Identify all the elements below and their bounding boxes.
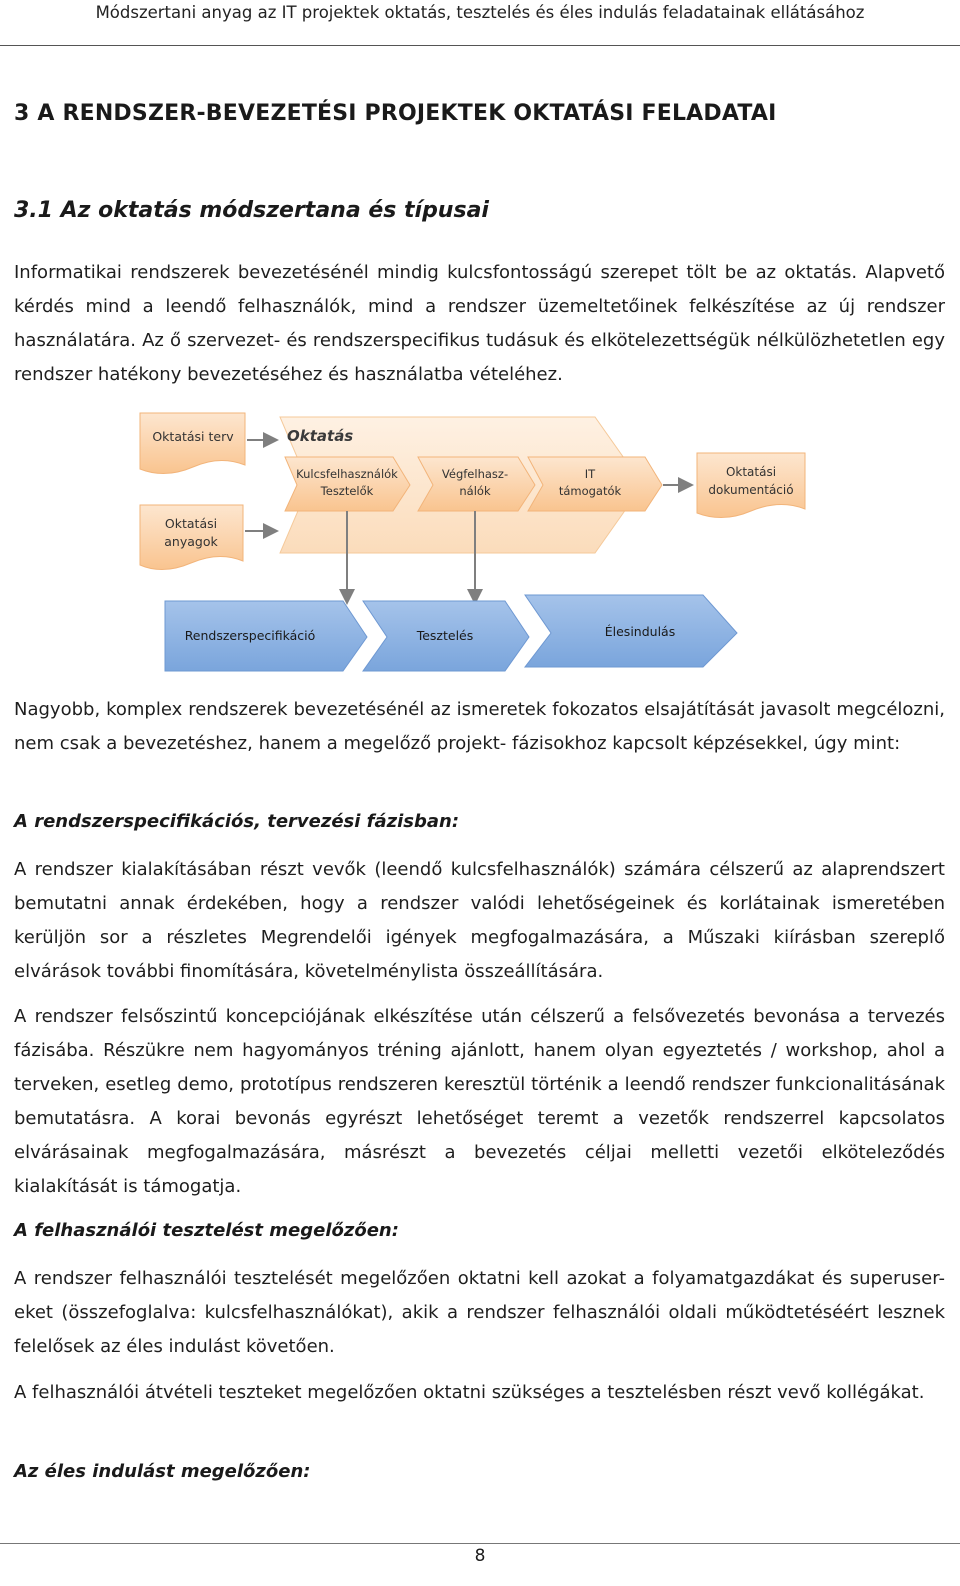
training-process-diagram bbox=[125, 405, 825, 675]
training-plan-label: Oktatási terv bbox=[152, 429, 234, 444]
training-documentation-box bbox=[697, 453, 805, 518]
subheading-specification-phase: A rendszerspecifikációs, tervezési fázisban: bbox=[14, 811, 460, 832]
it-support-step bbox=[528, 457, 662, 511]
system-specification-label: Rendszerspecifikáció bbox=[184, 628, 316, 643]
go-live-phase bbox=[525, 595, 737, 667]
training-materials-box bbox=[140, 505, 243, 570]
paragraph-before-user-testing: A rendszer felhasználói tesztelését megelőzően oktatni kell azokat a folyamatgazdákat és superuser-eket (összefoglalva: kulcsfelhasználókat), akik a rendszer felhasználói oldali működtetéséért lesznek felelősek az éles indulást követően. bbox=[14, 1268, 945, 1357]
header-divider bbox=[0, 45, 960, 46]
end-users-label-line1: Végfelhasz- bbox=[441, 467, 509, 481]
key-users-step bbox=[285, 457, 410, 511]
system-specification-phase bbox=[165, 601, 367, 671]
training-plan-box bbox=[140, 413, 245, 474]
end-users-label-line2: nálók bbox=[459, 484, 491, 498]
paragraph-phased-training: Nagyobb, komplex rendszerek bevezetésénél az ismeretek fokozatos elsajátítását javasolt megcélozni, nem csak a bevezetéshez, hanem a megelőző projekt- fázisokhoz kapcsolt képzésekkel, úgy mint: bbox=[14, 699, 945, 754]
materials-label-line2: anyagok bbox=[164, 534, 218, 549]
documentation-label-line2: dokumentáció bbox=[708, 483, 794, 497]
page-header bbox=[0, 0, 960, 47]
chapter-heading: 3 A RENDSZER-BEVEZETÉSI PROJEKTEK OKTATÁSI FELADATAI bbox=[14, 101, 777, 126]
testing-label: Tesztelés bbox=[416, 628, 474, 643]
go-live-label: Élesindulás bbox=[604, 624, 676, 639]
paragraph-acceptance-tests: A felhasználói átvételi teszteket megelőzően oktatni szükséges a tesztelésben részt vevő kollégákat. bbox=[14, 1382, 925, 1403]
testing-phase bbox=[363, 601, 529, 671]
key-users-label-line2: Tesztelők bbox=[320, 484, 374, 498]
paragraph-management-involvement: A rendszer felsőszintű koncepciójának elkészítése után célszerű a felsővezetés bevonása a tervezés fázisába. Részükre nem hagyományos tréning ajánlott, hanem olyan egyeztetés / workshop, ahol a terveken, esetleg demo, prototípus rendszeren keresztül történik a leendő rendszer funkcionalitásának bemutatásra. A korai bevonás egyrészt lehetőséget teremt a vezetők rendszerrel kapcsolatos elvárásainak megfogalmazására, másrészt a bevezetés céljai melletti vezetői elköteleződés kialakítását is támogatja. bbox=[14, 1006, 945, 1197]
footer-divider bbox=[0, 1543, 960, 1544]
documentation-label-line1: Oktatási bbox=[725, 465, 777, 479]
paragraph-specification-phase: A rendszer kialakításában részt vevők (leendő kulcsfelhasználók) számára célszerű az alaprendszert bemutatni annak érdekében, hogy a rendszer valódi lehetőségeinek és korlátainak ismeretében kerüljön sor a részletes Megrendelői igények megfogalmazására, a Műszaki kiírásban szereplő elvárások további finomítására, követelménylista összeállítására. bbox=[14, 859, 945, 982]
section-heading: 3.1 Az oktatás módszertana és típusai bbox=[14, 198, 489, 223]
materials-label-line1: Oktatási bbox=[164, 516, 218, 531]
it-support-label-line2: támogatók bbox=[558, 484, 622, 498]
key-users-label-line1: Kulcsfelhasználók bbox=[296, 467, 398, 481]
end-users-step bbox=[418, 457, 535, 511]
training-phase-label: Oktatás bbox=[287, 427, 354, 445]
intro-paragraph: Informatikai rendszerek bevezetésénél mindig kulcsfontosságú szerepet tölt be az oktatás. Alapvető kérdés mind a leendő felhasználók, mind a rendszer üzemeltetőinek felkészítése az új rendszer használatára. Az ő szervezet- és rendszerspecifikus tudásuk és elkötelezettségük nélkülözhetetlen egy rendszer hatékony bevezetéséhez és használatba vételéhez. bbox=[14, 262, 945, 385]
subheading-before-user-testing: A felhasználói tesztelést megelőzően: bbox=[14, 1220, 399, 1241]
page-number: 8 bbox=[474, 1546, 486, 1566]
header-title: Módszertani anyag az IT projektek oktatás, tesztelés és éles indulás feladatainak ellátásához bbox=[95, 3, 865, 22]
subheading-before-go-live: Az éles indulást megelőzően: bbox=[14, 1461, 311, 1482]
it-support-label-line1: IT bbox=[584, 467, 596, 481]
